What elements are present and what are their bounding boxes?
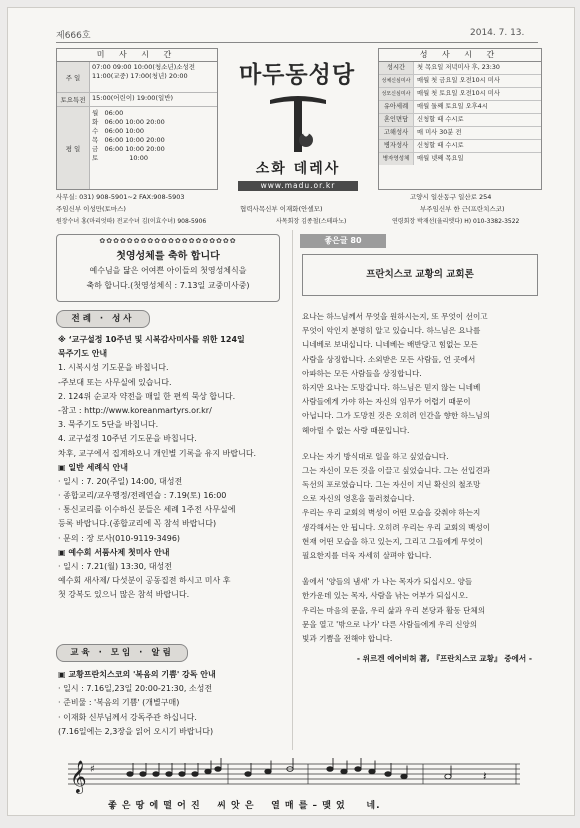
header-rule: [56, 42, 538, 43]
good-words-body: [302, 310, 538, 666]
cross-logo-icon: [266, 94, 330, 154]
liturgy-notices: [58, 333, 288, 603]
website-url[interactable]: www.madu.or.kr: [238, 181, 358, 191]
liturgy-line: · 문의 : 장 로사(010-9119-3496): [58, 533, 181, 543]
education-line: · 일시 : 7.16일,23일 20:00-21:30, 소성전: [58, 684, 213, 694]
music-note: [327, 767, 333, 772]
liturgy-line: · 종합교리/교우행정/전례연습 : 7.19(토) 16:00: [58, 491, 227, 501]
music-note: [341, 769, 347, 774]
assistant-priest: 협력사목신부 이재화(안셀모): [240, 205, 323, 213]
liturgy-line: -참고 : http://www.koreanmartyrs.or.kr/: [58, 405, 212, 415]
liturgy-line: ▣ 일반 세례식 안내: [58, 461, 288, 475]
music-note: [369, 769, 375, 774]
bulletin-page: [7, 7, 575, 816]
good-words-line: 헤아릴 수 없는 사랑 때문입니다.: [302, 425, 410, 435]
music-note: [215, 767, 221, 772]
music-note: [355, 767, 361, 772]
liturgy-line: 차후, 교구에서 집계하오니 개인별 기록을 유지 바랍니다.: [58, 448, 257, 458]
liturgy-line: · 일시 : 7. 20(주일) 14:00, 대성전: [58, 476, 183, 486]
education-line: · 이재화 신부님께서 강독주관 하십니다.: [58, 712, 197, 722]
pastor: 주임신부 이성만(토마스): [56, 205, 126, 213]
flower-border: ✿✿✿✿✿✿✿✿✿✿✿✿✿✿✿✿✿✿✿✿: [99, 237, 237, 245]
sunday-times-2: 11:00(교중) 17:00(청년) 20:00: [92, 72, 188, 80]
music-note: [166, 772, 172, 777]
liturgy-line: 예수회 새사제/ 다섯분이 공동집전 하시고 미사 후: [58, 576, 231, 586]
music-note: [205, 769, 211, 774]
sacrament-row: 병자영성체 매월 넷째 목요일: [379, 153, 541, 165]
music-note: [385, 772, 391, 777]
office-phone: 사무실: 031) 908-5901~2 FAX:908-5903: [56, 193, 185, 201]
music-note: [401, 774, 407, 779]
education-section-header: 교육 · 모임 · 알림: [56, 644, 188, 662]
good-words-line: 현재 어떤 모습을 하고 있는지, 그리고 그들에게 무엇이: [302, 536, 483, 546]
liturgy-line: -주보대 또는 사무실에 있습니다.: [58, 377, 172, 387]
good-words-line: 하지만 요나는 도망갑니다. 하느님은 믿지 않는 니네베: [302, 382, 481, 392]
parish-address: 고양시 일산동구 일산로 254: [410, 193, 492, 201]
music-note: [245, 772, 251, 777]
first-communion-heading: 첫영성체를 축하 합니다: [116, 251, 220, 262]
good-words-line: 아파하는 모든 사람들을 상징합니다.: [302, 368, 422, 378]
liturgy-line: 등록 바랍니다.(종합교리에 꼭 참석 바랍니다): [58, 519, 217, 529]
parish-title: 마두동성당: [238, 62, 356, 88]
patron-name: 소화 데레사: [255, 161, 341, 177]
issue-number: 제666호: [56, 31, 91, 41]
weekday-row: [57, 107, 217, 189]
sacrament-row: 성모신심미사 매월 첫 토요일 오전10시 미사: [379, 88, 541, 101]
sacrament-row: 성시간 첫 목요일 저녁미사 후, 23:30: [379, 62, 541, 75]
sharp-icon: ♯: [90, 764, 95, 775]
sacrament-heading: 성 사 시 간: [379, 49, 541, 62]
liturgy-line: 묵주기도 안내: [58, 349, 108, 359]
good-words-line: 생각해서는 안 됩니다. 오히려 우리는 우리 교회의 백성이: [302, 522, 491, 532]
liturgy-line: 2. 124위 순교자 약전을 매일 한 편씩 묵상 합니다.: [58, 391, 236, 401]
weekday-wed: 수 06:00 10:00: [92, 127, 145, 135]
sacrament-row: 혼인면담 신청할 때 수시로: [379, 114, 541, 127]
good-words-line: 아닙니다. 그가 도망친 것은 오히려 인간을 향한 하느님의: [302, 411, 491, 421]
sacrament-row: 유아세례 매월 둘째 토요일 오후4시: [379, 101, 541, 114]
associate-pastor: 부주임신부 한 근(프란치스코): [420, 205, 505, 213]
good-words-line: 요나는 하느님께서 무엇을 원하시는지, 또 무엇이 선이고: [302, 312, 488, 321]
music-note: [192, 772, 198, 777]
liturgy-line: ※ ‘교구설정 10주년 및 시복감사미사를 위한 124일: [58, 335, 245, 344]
good-words-line: 빛과 기쁨을 전해야 합니다.: [302, 633, 393, 643]
first-communion-line-2: 축하 합니다.(첫영성체식 : 7.13일 교중미사중): [86, 281, 250, 290]
paragraph-gap: [302, 563, 538, 575]
good-words-line: 우리는 마음의 문을, 우리 삶과 우리 본당과 활동 단체의: [302, 605, 486, 615]
sunday-label: 주 일: [57, 62, 90, 92]
council-president: 사목회장 김종철(스테파노): [276, 218, 347, 225]
good-words-line: 우리는 우리 교회의 벽성이 어떤 모습을 갖춰야 하는지: [302, 508, 481, 518]
weekday-times: [90, 107, 167, 189]
good-words-line: 울에서 '양들의 냄새' 가 나는 목자가 되십시오. 양들: [302, 577, 473, 587]
liturgy-line: 첫 강복도 있으니 많은 참석 바랍니다.: [58, 590, 190, 600]
good-words-line: 독선의 포로였습니다. 그는 자신이 지닌 확신의 철조망: [302, 480, 481, 490]
good-words-line: 니네베로 보내십니다. 니네베는 배반당고 힘없는 모든: [302, 340, 478, 350]
education-line: ▣ 교황프란치스코의 '복음의 기쁨' 강독 안내: [58, 668, 288, 682]
music-note: [445, 774, 451, 779]
saturday-label: 토요특전: [57, 93, 90, 106]
liturgy-line: 1. 시복시성 기도문을 바칩니다.: [58, 363, 169, 373]
good-words-line: 필요한지를 더욱 자세히 살펴야 합니다.: [302, 551, 432, 560]
sisters-info: 원장수녀 홍(마리엇따) 전교수녀 김(이효수녀) 908-5906: [56, 218, 207, 225]
weekday-tue: 화 06:00 10:00 20:00: [92, 118, 165, 126]
weekday-mon: 월 06:00: [92, 109, 124, 117]
first-communion-box: [56, 234, 280, 302]
good-words-line: 오나는 자기 방식대로 일을 하고 싶었습니다.: [302, 451, 449, 461]
saturday-row: [57, 93, 217, 107]
education-line: · 준비물 : '복음의 기쁨' (개별구매): [58, 698, 180, 708]
liturgy-line: ▣ 예수회 서품사제 첫미사 안내: [58, 546, 288, 560]
music-note: [127, 772, 133, 777]
song-lyrics: 좋 은 땅 에 떨 어 진 씨 앗 은 열 매 를 – 맺 었 네.: [108, 801, 381, 811]
good-words-line: 한가운데 있는 목자, 사람을 낚는 어부가 되십시오.: [302, 591, 469, 601]
treble-clef-icon: 𝄞: [70, 760, 87, 793]
music-note: [153, 772, 159, 777]
sunday-times-1: 07:00 09:00 10:00(청소년)소성전: [92, 63, 196, 71]
paragraph-gap: [302, 438, 538, 450]
funeral-committee: 연령회장 박재선(율리엣다) H) 010-3382-3522: [392, 218, 520, 225]
good-words-line: 사람들에게 가야 하는 자신의 임무가 어렵기 때문이: [302, 397, 471, 407]
liturgy-section-header: 전례 · 성사: [56, 310, 150, 328]
issue-date: 2014. 7. 13.: [470, 28, 525, 38]
good-words-tag: 좋은글 80: [300, 234, 386, 248]
sunday-row: [57, 62, 217, 93]
liturgy-line: · 일시 : 7.21(월) 13:30, 대성전: [58, 562, 172, 571]
music-note: [265, 769, 271, 774]
weekday-fri: 금 06:00 10:00 20:00: [92, 145, 165, 153]
saturday-times: 15:00(어린이) 19:00(일반): [92, 94, 174, 102]
education-notices: [58, 668, 288, 739]
education-line: (7.16일에는 2,3장을 읽어 오시기 바랍니다): [58, 726, 214, 736]
weekday-thu: 목 06:00 10:00 20:00: [92, 136, 165, 144]
music-note: [140, 772, 146, 777]
good-words-line: 무엇이 악인지 분명히 알고 있습니다. 하느님은 요나를: [302, 326, 481, 336]
weekday-label: 평 일: [57, 107, 90, 189]
good-words-line: 문을 열고 '밖으로 나가' 다른 사람들에게 우리 신앙의: [302, 619, 478, 629]
rest-icon: 𝄽: [483, 769, 487, 783]
liturgy-line: 4. 교구설정 10주년 기도문을 바칩니다.: [58, 434, 197, 444]
good-words-line: 으로 자신의 영혼을 둘러쳤습니다.: [302, 494, 415, 504]
mass-times-heading: 미 사 시 간: [57, 49, 217, 62]
good-words-line: 그는 자신이 모든 것을 이끌고 싶었습니다. 그는 선입견과: [302, 465, 491, 475]
sacrament-row: 고해성사 매 미사 30분 전: [379, 127, 541, 140]
mass-times-box: [56, 48, 218, 190]
sacrament-times-box: [378, 48, 542, 190]
first-communion-line-1: 예수님을 닮은 어여쁜 아이들의 첫영성체식을: [89, 266, 247, 275]
column-divider: [292, 230, 293, 750]
good-words-line: 사람을 상징합니다. 소외받은 모든 사람들, 언 곳에서: [302, 354, 476, 364]
song-staff: [68, 758, 520, 800]
liturgy-line: · 통신교리를 이수하신 분들은 세례 1주전 사무실에: [58, 505, 236, 515]
sacrament-row: 성체신심미사 매월 첫 금요일 오전10시 미사: [379, 75, 541, 88]
liturgy-line: 3. 묵주기도 5단을 바칩니다.: [58, 420, 159, 430]
sacrament-row: 병자성사 신청할 때 수시로: [379, 140, 541, 153]
music-note: [179, 772, 185, 777]
good-words-source: - 위르겐 에어비허 著, 『프란치스코 교황』 중에서 -: [356, 654, 532, 664]
good-words-title: 프란치스코 교황의 교회론: [302, 254, 538, 296]
weekday-sat: 토 10:00: [92, 154, 149, 162]
